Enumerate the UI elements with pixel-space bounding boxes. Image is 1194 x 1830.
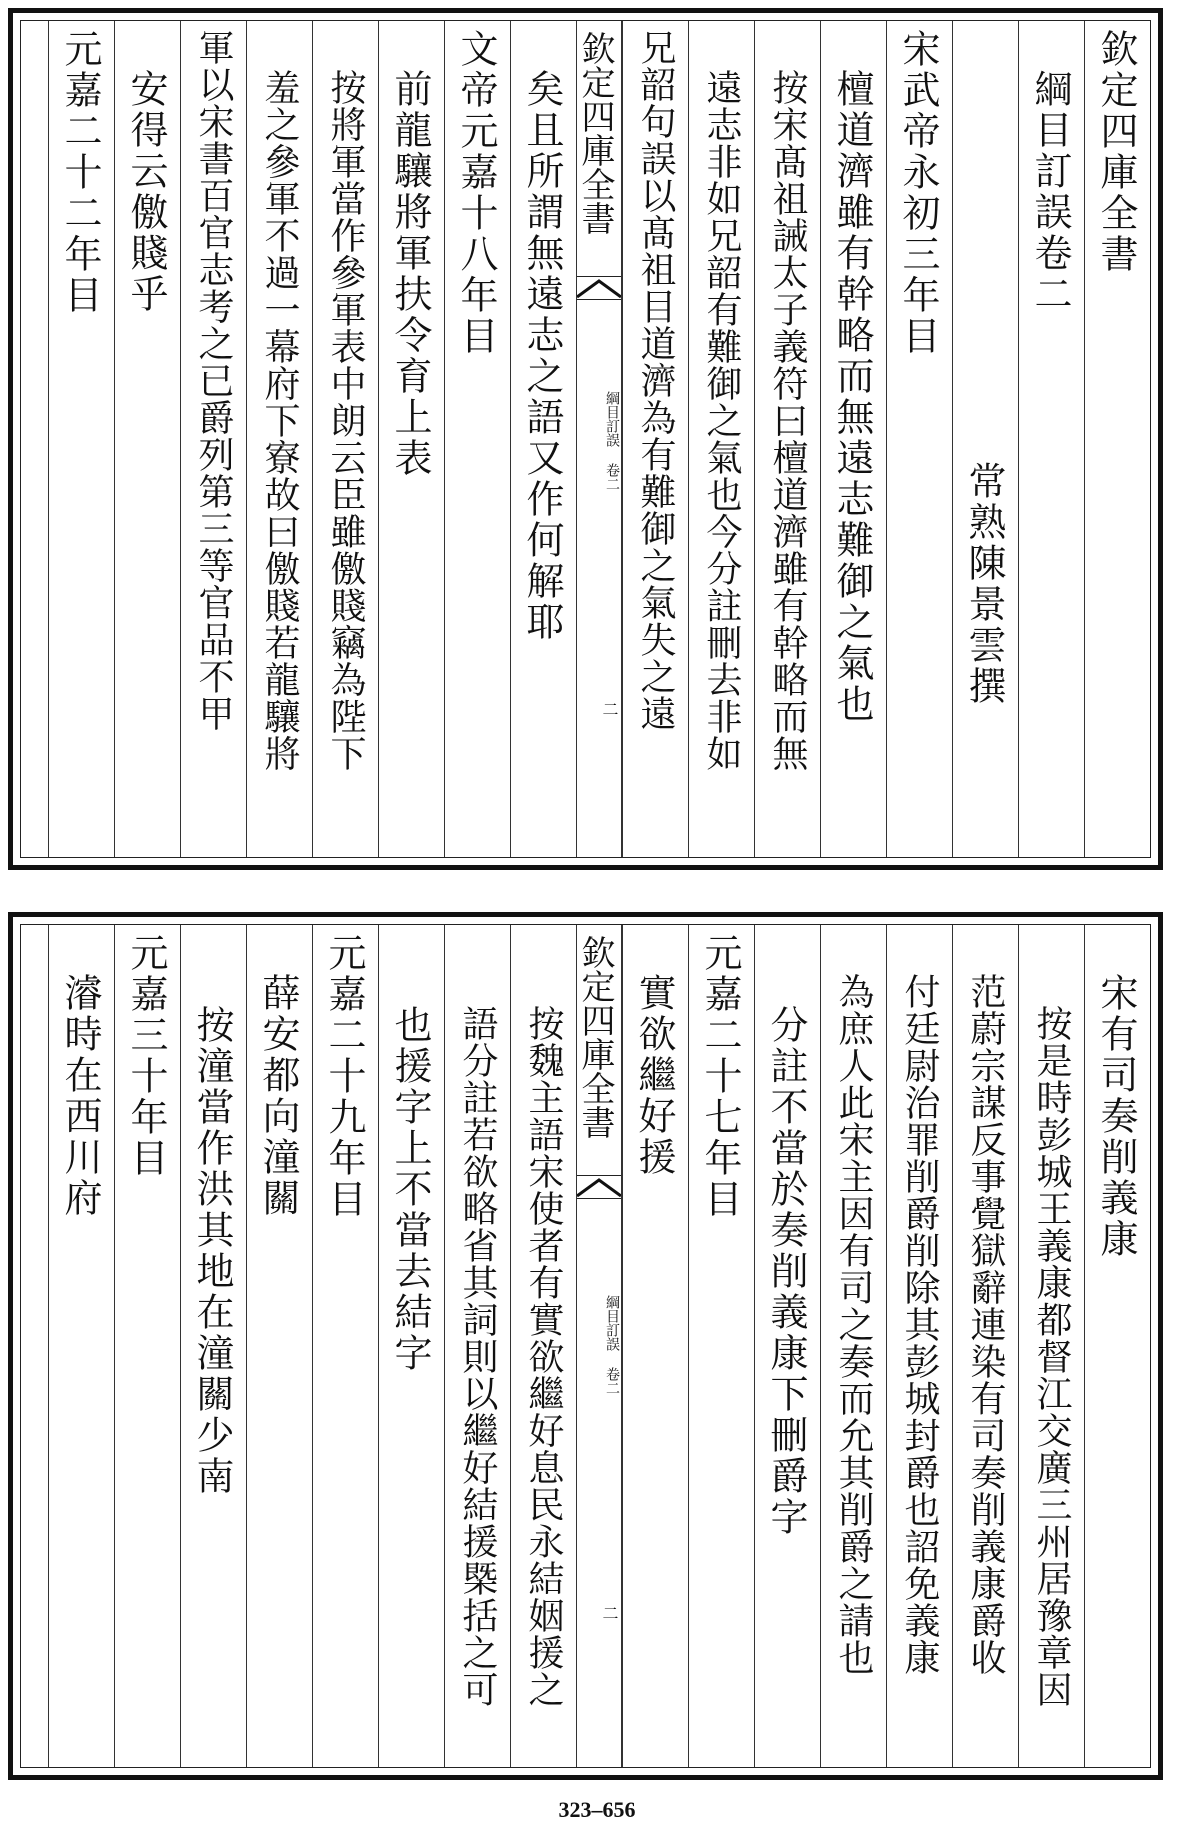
bottom-col-l1 xyxy=(444,925,510,1767)
bottom-page xyxy=(8,912,1163,1780)
top-fishtail-icon xyxy=(577,276,621,300)
bottom-center-title: 欽定四庫全書 xyxy=(575,935,615,1139)
top-col-l3 xyxy=(312,21,378,857)
bottom-col-r6 xyxy=(688,925,754,1767)
top-col-r0 xyxy=(1084,21,1150,857)
bottom-col-l3 xyxy=(312,925,378,1767)
top-col-l2 xyxy=(378,21,444,857)
bottom-col-l2-text: 也援字上不當去結字 xyxy=(388,1005,432,1374)
bottom-col-r5-text: 分註不當於奏削義康下刪爵字 xyxy=(764,1005,808,1538)
bottom-col-r2 xyxy=(952,925,1018,1767)
bottom-col-r1 xyxy=(1018,925,1084,1767)
bottom-col-l0-text: 按魏主語宋使者有實欲繼好息民永結姻援之 xyxy=(523,1005,564,1708)
top-col-r7 xyxy=(622,21,688,857)
top-center-page-no: 二 xyxy=(600,701,619,717)
top-col-l2-text: 前龍驤將軍扶令育上表 xyxy=(388,69,432,479)
top-col-r4-text: 檀道濟雖有幹略而無遠志難御之氣也 xyxy=(830,69,874,725)
top-col-r4 xyxy=(820,21,886,857)
top-col-l1-text: 文帝元嘉十八年目 xyxy=(454,29,498,357)
bottom-col-r0-text: 宋有司奏削義康 xyxy=(1094,973,1138,1260)
bottom-col-r7-text: 實欲繼好援 xyxy=(632,973,676,1178)
top-col-l5-text: 軍以宋書百官志考之已爵列第三等官品不甲 xyxy=(193,29,234,732)
bottom-col-l5 xyxy=(180,925,246,1767)
bottom-col-l2 xyxy=(378,925,444,1767)
bottom-fishtail-icon xyxy=(577,1175,621,1199)
bottom-col-r6-text: 元嘉二十七年目 xyxy=(698,933,742,1220)
top-col-l0 xyxy=(510,21,576,857)
top-col-r6 xyxy=(688,21,754,857)
bottom-col-r3-text: 付廷尉治罪削爵削除其彭城封爵也詔免義康 xyxy=(899,973,940,1676)
top-page xyxy=(8,8,1163,870)
bottom-center-page-no: 二 xyxy=(600,1605,619,1621)
bottom-col-r4-text: 為庶人此宋主因有司之奏而允其削爵之請也 xyxy=(833,973,874,1676)
bottom-page-frame xyxy=(20,924,1151,1768)
top-center-fold xyxy=(576,21,622,857)
top-col-l6 xyxy=(114,21,180,857)
bottom-col-l6 xyxy=(114,925,180,1767)
top-center-volume: 綱目訂誤 卷二 xyxy=(604,391,620,491)
top-col-l3-text: 按將軍當作參軍表中朗云臣雖儌賤竊為陛下 xyxy=(325,69,366,772)
bottom-col-l4 xyxy=(246,925,312,1767)
bottom-col-r4 xyxy=(820,925,886,1767)
top-col-l6-text: 安得云儌賤乎 xyxy=(124,69,168,315)
bottom-col-r5 xyxy=(754,925,820,1767)
top-col-r2-text: 常熟陳景雲撰 xyxy=(962,461,1006,707)
top-col-r3 xyxy=(886,21,952,857)
top-col-r0-text: 欽定四庫全書 xyxy=(1094,29,1138,275)
top-col-r5 xyxy=(754,21,820,857)
page-code: 323–656 xyxy=(558,1797,636,1822)
top-col-l0-text: 矣且所謂無遠志之語又作何解耶 xyxy=(520,69,564,643)
bottom-col-l1-text: 語分註若欲略省其詞則以繼好結援槩括之可 xyxy=(457,1005,498,1708)
top-col-r7-text: 兄韶句誤以髙祖目道濟為有難御之氣失之遠 xyxy=(635,29,676,732)
bottom-col-l3-text: 元嘉二十九年目 xyxy=(322,933,366,1220)
bottom-center-fold xyxy=(576,925,622,1767)
top-center-title: 欽定四庫全書 xyxy=(575,31,615,235)
bottom-col-r0 xyxy=(1084,925,1150,1767)
top-col-r1 xyxy=(1018,21,1084,857)
top-col-l7 xyxy=(48,21,114,857)
top-col-l4 xyxy=(246,21,312,857)
top-col-l5 xyxy=(180,21,246,857)
bottom-col-l6-text: 元嘉三十年目 xyxy=(124,933,168,1179)
bottom-center-volume: 綱目訂誤 卷二 xyxy=(604,1295,620,1395)
top-page-frame xyxy=(20,20,1151,858)
bottom-col-r2-text: 范蔚宗謀反事覺獄辭連染有司奏削義康爵收 xyxy=(965,973,1006,1676)
bottom-col-r7 xyxy=(622,925,688,1767)
top-col-r2 xyxy=(952,21,1018,857)
top-col-l4-text: 羞之參軍不過一幕府下寮故曰儌賤若龍驤將 xyxy=(259,69,300,772)
bottom-col-r3 xyxy=(886,925,952,1767)
top-col-l7-text: 元嘉二十二年目 xyxy=(58,29,102,316)
top-col-l1 xyxy=(444,21,510,857)
bottom-col-l7-text: 濬時在西川府 xyxy=(58,973,102,1219)
bottom-col-l4-text: 薛安都向潼關 xyxy=(256,973,300,1219)
bottom-col-l5-text: 按潼當作洪其地在潼關少南 xyxy=(190,1005,234,1497)
top-col-r1-text: 綱目訂誤卷二 xyxy=(1028,69,1072,315)
bottom-col-l7 xyxy=(48,925,114,1767)
top-col-r3-text: 宋武帝永初三年目 xyxy=(896,29,940,357)
top-col-r6-text: 遠志非如兄韶有難御之氣也今分註刪去非如 xyxy=(701,69,742,772)
top-col-r5-text: 按宋髙祖誡太子義符曰檀道濟雖有幹略而無 xyxy=(767,69,808,772)
bottom-col-r1-text: 按是時彭城王義康都督江交廣三州居豫章因 xyxy=(1031,1005,1072,1708)
bottom-col-l0 xyxy=(510,925,576,1767)
